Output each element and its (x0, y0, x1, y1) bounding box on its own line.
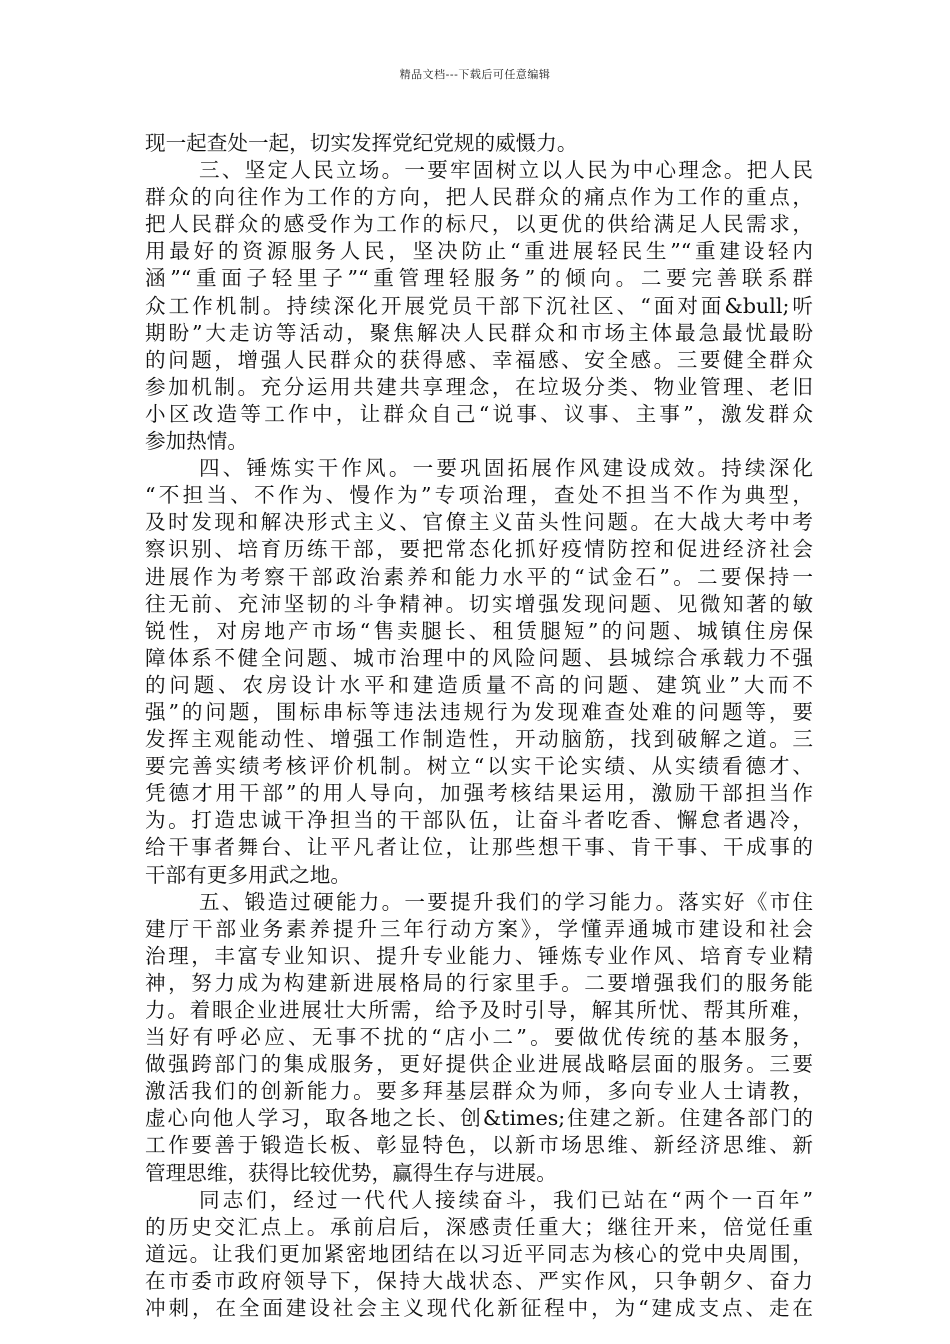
text-line: 强”的问题，围标串标等违法违规行为发现难查处难的问题等，要 (145, 699, 813, 724)
text-line: 群众的向往作为工作的方向，把人民群众的痛点作为工作的重点， (145, 185, 813, 210)
text-line: 建厅干部业务素养提升三年行动方案》，学懂弄通城市建设和社会 (145, 916, 813, 941)
text-line: 当好有呼必应、无事不扰的“店小二”。要做优传统的基本服务， (145, 1025, 813, 1050)
text-line: 干部有更多用武之地。 (145, 862, 351, 887)
text-line: 凭德才用干部”的用人导向，加强考核结果运用，激励干部担当作 (145, 781, 813, 806)
text-line: 参加机制。充分运用共建共享理念，在垃圾分类、物业管理、老旧 (145, 374, 813, 399)
text-line: 神，努力成为构建新进展格局的行家里手。二要增强我们的服务能 (145, 970, 813, 995)
text-line: 冲刺，在全面建设社会主义现代化新征程中，为“建成支点、走在 (145, 1296, 813, 1321)
text-line: 期盼”大走访等活动，聚焦解决人民群众和市场主体最急最忧最盼 (145, 320, 813, 345)
text-line: “不担当、不作为、慢作为”专项治理，查处不担当不作为典型， (145, 483, 813, 508)
text-line: 现一起查处一起，切实发挥党纪党规的威慑力。 (145, 131, 578, 155)
text-line: 要完善实绩考核评价机制。树立“以实干论实绩、从实绩看德才、 (145, 754, 813, 779)
text-line: 进展作为考察干部政治素养和能力水平的“试金石”。二要保持一 (145, 564, 813, 589)
text-line: 及时发现和解决形式主义、官僚主义苗头性问题。在大战大考中考 (145, 510, 813, 535)
page-header: 精品文档---下载后可任意编辑 (399, 68, 551, 81)
text-line: 把人民群众的感受作为工作的标尺，以更优的供给满足人民需求， (145, 212, 813, 237)
text-line: 涵”“重面子轻里子”“重管理轻服务”的倾向。二要完善联系群 (145, 266, 813, 291)
paragraph-start-line: 三、坚定人民立场。一要牢固树立以人民为中心理念。把人民 (199, 158, 813, 183)
text-line: 的问题，增强人民群众的获得感、幸福感、安全感。三要健全群众 (145, 347, 813, 372)
paragraph-start-line: 五、锻造过硬能力。一要提升我们的学习能力。落实好《市住 (199, 889, 813, 914)
text-line: 锐性，对房地产市场“售卖腿长、租赁腿短”的问题、城镇住房保 (145, 618, 813, 643)
text-line: 的问题、农房设计水平和建造质量不高的问题、建筑业”大而不 (145, 672, 813, 697)
text-line: 为。打造忠诚干净担当的干部队伍，让奋斗者吃香、懈怠者遇冷， (145, 808, 813, 833)
text-line: 参加热情。 (145, 429, 248, 454)
text-line: 激活我们的创新能力。要多拜基层群众为师，多向专业人士请教， (145, 1079, 813, 1104)
text-line: 往无前、充沛坚韧的斗争精神。切实增强发现问题、见微知著的敏 (145, 591, 813, 616)
text-line: 障体系不健全问题、城市治理中的风险问题、县城综合承载力不强 (145, 645, 813, 670)
text-line: 治理，丰富专业知识、提升专业能力、锤炼专业作风、培育专业精 (145, 943, 813, 968)
text-line: 道远。让我们更加紧密地团结在以习近平同志为核心的党中央周围， (145, 1241, 813, 1266)
text-line: 用最好的资源服务人民，坚决防止“重进展轻民生”“重建设轻内 (145, 239, 813, 264)
paragraph-start-line: 同志们，经过一代代人接续奋斗，我们已站在“两个一百年” (199, 1187, 813, 1212)
text-line: 虚心向他人学习，取各地之长、创&times;住建之新。住建各部门的 (145, 1106, 813, 1131)
text-line: 给干事者舞台、让平凡者让位，让那些想干事、肯干事、干成事的 (145, 835, 813, 860)
text-line: 管理思维，获得比较优势，赢得生存与进展。 (145, 1160, 557, 1185)
text-line: 的历史交汇点上。承前启后，深感责任重大；继往开来，倍觉任重 (145, 1214, 813, 1239)
text-line: 众工作机制。持续深化开展党员干部下沉社区、“面对面&bull;听 (145, 293, 813, 318)
text-line: 小区改造等工作中，让群众自己“说事、议事、主事”，激发群众 (145, 401, 813, 426)
paragraph-start-line: 四、锤炼实干作风。一要巩固拓展作风建设成效。持续深化 (199, 456, 813, 481)
text-line: 察识别、培育历练干部，要把常态化抓好疫情防控和促进经济社会 (145, 537, 813, 562)
text-line: 发挥主观能动性、增强工作制造性，开动脑筋，找到破解之道。三 (145, 727, 813, 752)
text-line: 在市委市政府领导下，保持大战状态、严实作风，只争朝夕、奋力 (145, 1268, 813, 1293)
text-line: 力。着眼企业进展壮大所需，给予及时引导，解其所忧、帮其所难， (145, 998, 813, 1022)
text-line: 工作要善于锻造长板、彰显特色，以新市场思维、新经济思维、新 (145, 1133, 813, 1158)
document-body (145, 130, 813, 1322)
text-line: 做强跨部门的集成服务，更好提供企业进展战略层面的服务。三要 (145, 1052, 813, 1077)
